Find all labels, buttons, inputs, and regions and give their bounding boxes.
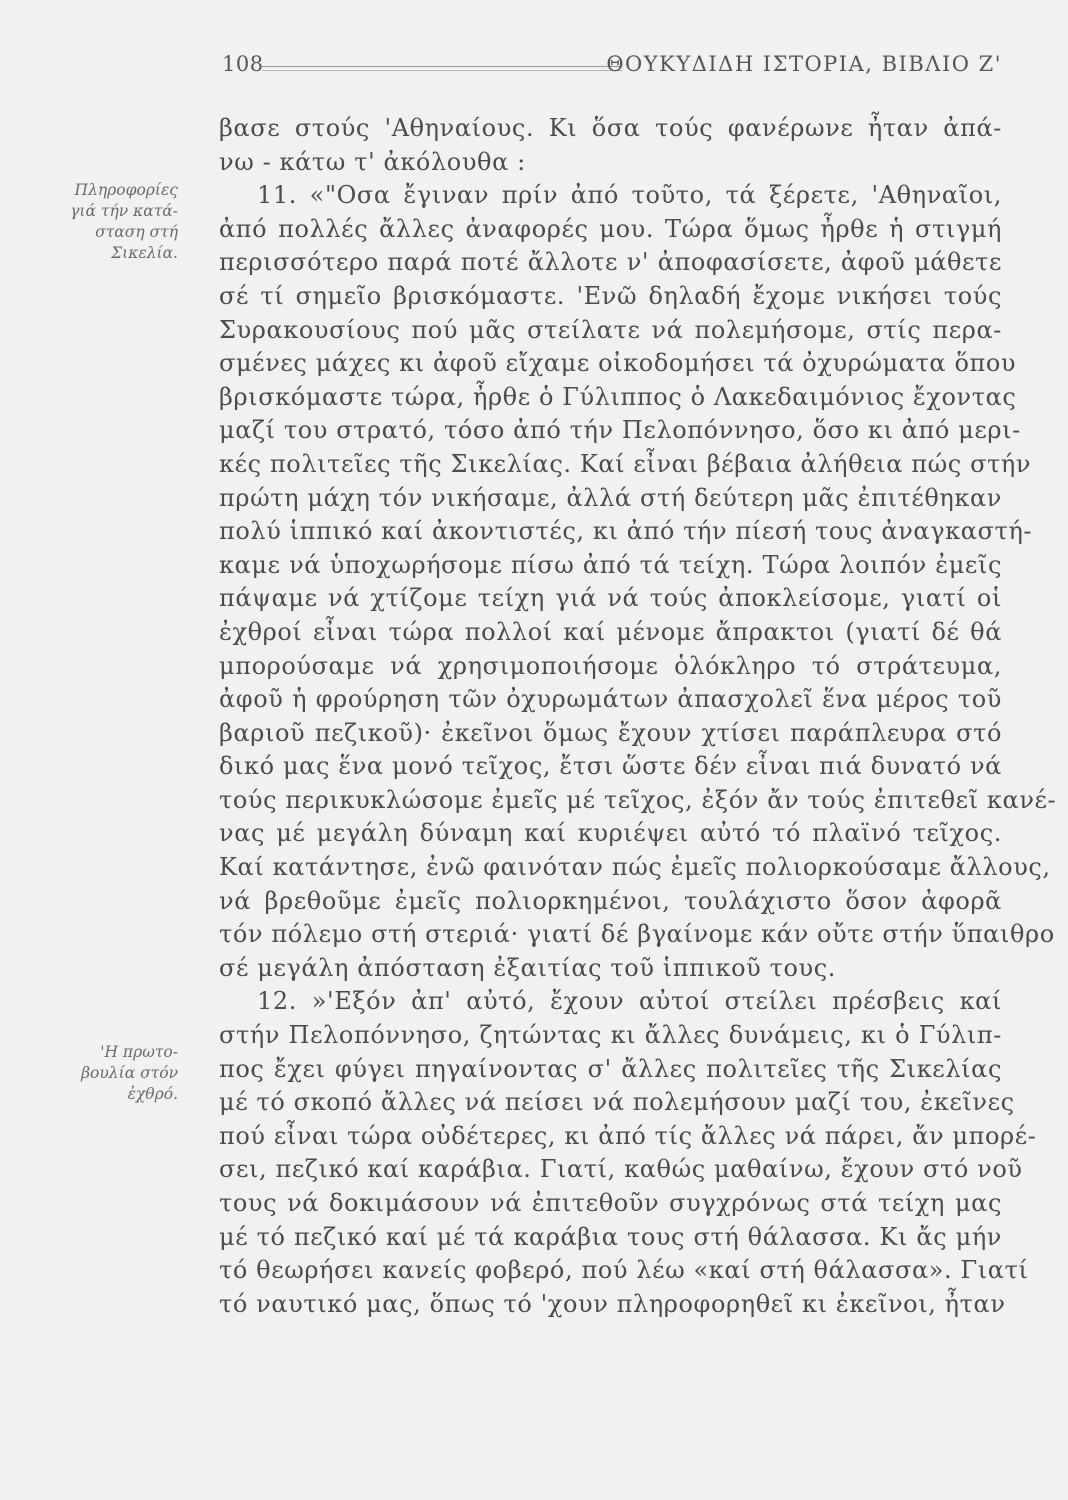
text-line: στήν Πελοπόννησο, ζητώντας κι ἄλλες δυνάμεις, κι ὁ Γύλιπ- <box>219 1021 1002 1050</box>
text-line: μαζί του στρατό, τόσο ἀπό τήν Πελοπόννησο, ὅσο κι ἀπό μερι- <box>219 416 1021 445</box>
text-line: μέ τό πεζικό καί μέ τά καράβια τους στή θάλασσα. Κι ἄς μήν <box>219 1222 1002 1251</box>
text-line: 11. «"Οσα ἔγιναν πρίν ἀπό τοῦτο, τά ξέρετε, 'Αθηναῖοι, <box>257 181 1002 210</box>
text-line: πολύ ἱππικό καί ἀκοντιστές, κι ἀπό τήν πίεσή τους ἀναγκαστή- <box>219 517 1033 546</box>
margin-note-initiative <box>38 1042 178 1105</box>
margin-note-line: γιά τήν κατά- <box>70 202 178 220</box>
text-line: νω - κάτω τ' ἀκόλουθα : <box>219 147 526 176</box>
text-line: καμε νά ὑποχωρήσομε πίσω ἀπό τά τείχη. Τώρα λοιπόν ἐμεῖς <box>219 550 1002 579</box>
text-line: περισσότερο παρά ποτέ ἄλλοτε ν' ἀποφασίσετε, ἀφοῦ μάθετε <box>219 248 1002 277</box>
page-header <box>222 52 1002 82</box>
text-line: κές πολιτεῖες τῆς Σικελίας. Καί εἶναι βέβαια ἀλήθεια πώς στήν <box>219 449 1032 478</box>
text-line: Καί κατάντησε, ἐνῶ φαινόταν πώς ἐμεῖς πολιορκούσαμε ἄλλους, <box>219 853 1051 882</box>
body-text <box>219 112 1057 1321</box>
text-line: Συρακουσίους πού μᾶς στείλατε νά πολεμήσομε, στίς περα- <box>219 315 1002 344</box>
margin-note-information <box>38 180 178 264</box>
margin-note-line: σταση στή <box>95 223 178 241</box>
text-line: μπορούσαμε νά χρησιμοποιήσομε ὁλόκληρο τό στράτευμα, <box>219 651 1002 680</box>
text-line: 12. »'Εξόν ἀπ' αὐτό, ἔχουν αὐτοί στείλει πρέσβεις καί <box>257 987 1002 1016</box>
text-line: βαριοῦ πεζικοῦ)· ἐκεῖνοι ὅμως ἔχουν χτίσει παράπλευρα στό <box>219 718 1002 747</box>
margin-note-line: Πληροφορίες <box>74 181 178 199</box>
text-line: τούς περικυκλώσομε ἐμεῖς μέ τεῖχος, ἐξόν ἄν τούς ἐπιτεθεῖ κανέ- <box>219 785 1057 814</box>
text-line: τό θεωρήσει κανείς φοβερό, πού λέω «καί στή θάλασσα». Γιατί <box>219 1256 1029 1285</box>
margin-note-line: βουλία στόν <box>81 1064 178 1082</box>
running-title: ΘΟΥΚΥΔΙΔΗ ΙΣΤΟΡΙΑ, ΒΙΒΛΙΟ Ζ' <box>606 52 1002 76</box>
text-line: τους νά δοκιμάσουν νά ἐπιτεθοῦν συγχρόνως στά τείχη μας <box>219 1189 1002 1217</box>
text-line: νας μέ μεγάλη δύναμη καί κυριέψει αὐτό τό πλαϊνό τεῖχος. <box>219 819 1002 848</box>
text-line: πρώτη μάχη τόν νικήσαμε, ἀλλά στή δεύτερη μᾶς ἐπιτέθηκαν <box>219 483 1002 512</box>
text-line: βρισκόμαστε τώρα, ἦρθε ὁ Γύλιππος ὁ Λακεδαιμόνιος ἔχοντας <box>219 382 1017 411</box>
text-line: μέ τό σκοπό ἄλλες νά πείσει νά πολεμήσουν μαζί του, ἐκεῖνες <box>219 1088 1015 1117</box>
header-rule <box>262 66 622 67</box>
text-line: νά βρεθοῦμε ἐμεῖς πολιορκημένοι, τουλάχιστο ὅσον ἀφορᾶ <box>219 886 1002 915</box>
text-line: σέ μεγάλη ἀπόσταση ἐξαιτίας τοῦ ἱππικοῦ τους. <box>219 953 836 982</box>
text-line: σει, πεζικό καί καράβια. Γιατί, καθώς μαθαίνω, ἔχουν στό νοῦ <box>219 1155 1023 1184</box>
text-line: βασε στούς 'Αθηναίους. Κι ὅσα τούς φανέρωνε ἦταν ἀπά- <box>219 114 1002 142</box>
text-line: πος ἔχει φύγει πηγαίνοντας σ' ἄλλες πολιτεῖες τῆς Σικελίας <box>219 1054 1002 1083</box>
text-line: δικό μας ἕνα μονό τεῖχος, ἔτσι ὥστε δέν εἶναι πιά δυνατό νά <box>219 752 1002 781</box>
margin-note-line: 'Η πρωτο- <box>100 1043 178 1061</box>
text-line: ἀφοῦ ἡ φρούρηση τῶν ὀχυρωμάτων ἀπασχολεῖ ἕνα μέρος τοῦ <box>219 685 1002 714</box>
page-number: 108 <box>222 52 264 76</box>
text-line: ἐχθροί εἶναι τώρα πολλοί καί μένομε ἄπρακτοι (γιατί δέ θά <box>219 617 1002 646</box>
text-line: πάψαμε νά χτίζομε τείχη γιά νά τούς ἀποκλείσομε, γιατί οἱ <box>219 584 1002 613</box>
text-line: τόν πόλεμο στή στεριά· γιατί δέ βγαίνομε κάν οὔτε στήν ὕπαιθρο <box>219 920 1055 949</box>
text-line: ἀπό πολλές ἄλλες ἀναφορές μου. Τώρα ὅμως ἦρθε ἡ στιγμή <box>219 214 1002 243</box>
margin-note-line: Σικελία. <box>111 244 178 262</box>
margin-note-line: ἐχθρό. <box>127 1085 178 1103</box>
text-line: πού εἶναι τώρα οὐδέτερες, κι ἀπό τίς ἄλλες νά πάρει, ἄν μπορέ- <box>219 1121 1037 1150</box>
text-line: τό ναυτικό μας, ὅπως τό 'χουν πληροφορηθεῖ κι ἐκεῖνοι, ἦταν <box>219 1289 1006 1318</box>
text-line: σμένες μάχες κι ἀφοῦ εἴχαμε οἰκοδομήσει τά ὀχυρώματα ὅπου <box>219 349 1017 378</box>
text-line: σέ τί σημεῖο βρισκόμαστε. 'Ενῶ δηλαδή ἔχομε νικήσει τούς <box>219 281 1002 310</box>
header-rule-secondary <box>262 70 622 71</box>
